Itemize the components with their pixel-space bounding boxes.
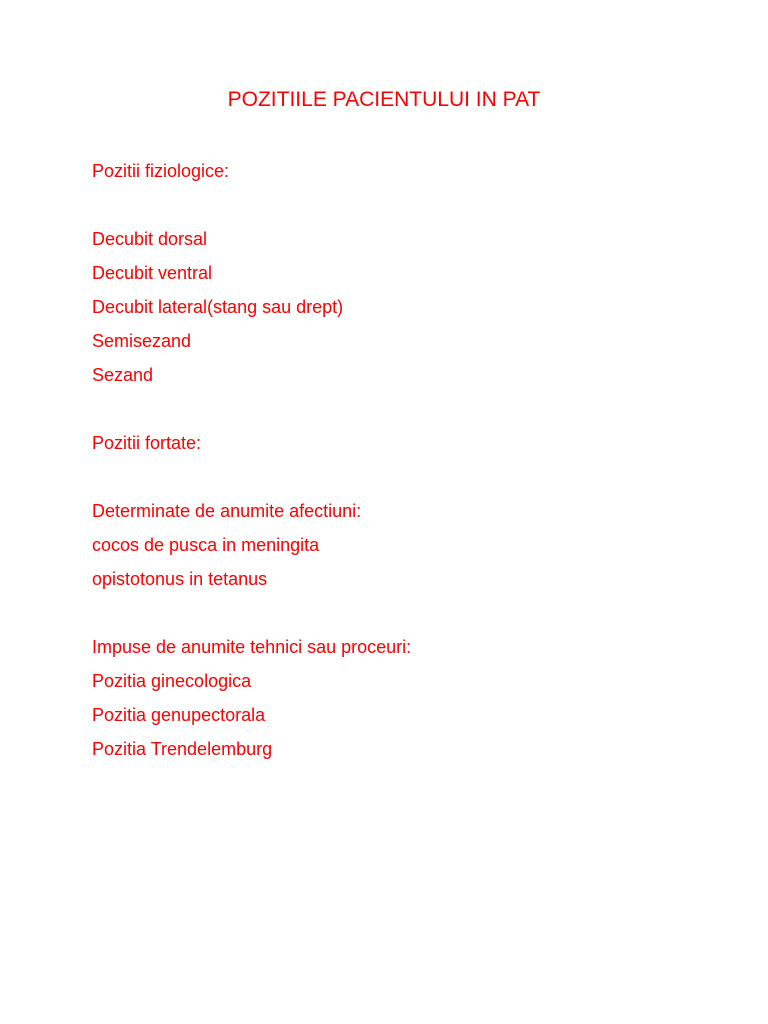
list-item: Pozitia Trendelemburg — [92, 739, 273, 759]
section-heading-forced: Pozitii fortate: — [92, 433, 202, 453]
list-item: Decubit dorsal — [92, 229, 208, 249]
list-item: cocos de pusca in meningita — [92, 535, 320, 555]
list-item: Semisezand — [92, 331, 192, 351]
subsection-heading-procedures: Impuse de anumite tehnici sau proceuri: — [92, 637, 412, 657]
list-item: Pozitia genupectorala — [92, 705, 266, 725]
subsection-heading-conditions: Determinate de anumite afectiuni: — [92, 501, 362, 521]
list-item: opistotonus in tetanus — [92, 569, 268, 589]
page-title: POZITIILE PACIENTULUI IN PAT — [227, 88, 541, 111]
section-heading-physiological: Pozitii fiziologice: — [92, 161, 230, 181]
list-item: Sezand — [92, 365, 154, 385]
list-item: Decubit ventral — [92, 263, 213, 283]
list-item: Decubit lateral(stang sau drept) — [92, 297, 344, 317]
list-item: Pozitia ginecologica — [92, 671, 252, 691]
